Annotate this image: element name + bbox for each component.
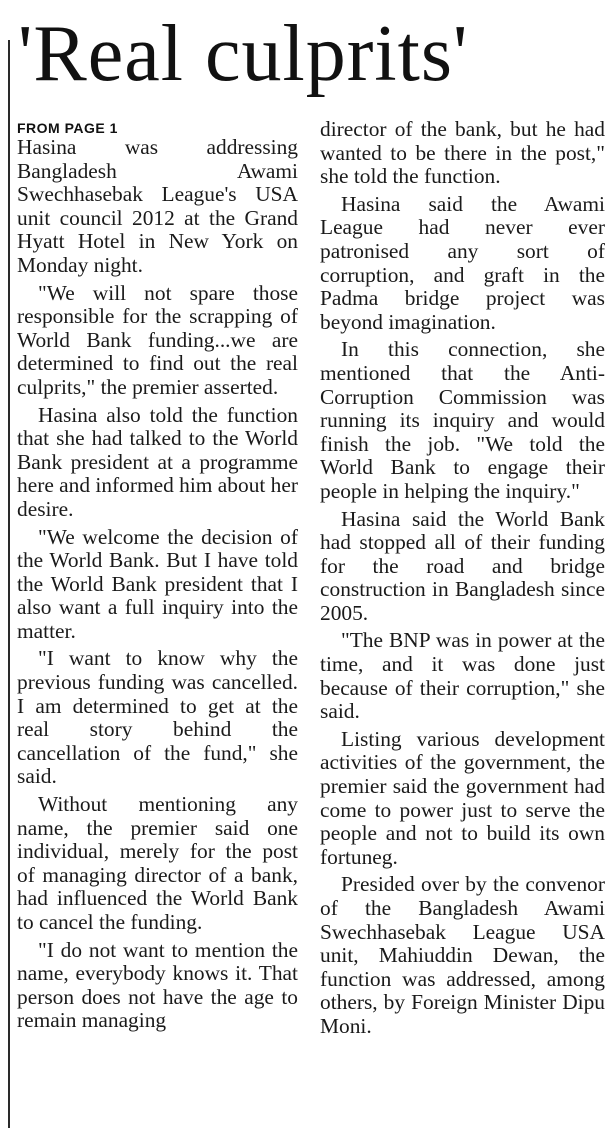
paragraph: In this connection, she mentioned that the Anti-Corruption Commission was running its inquiry and would finish the job. "We told the World Bank to engage their people in helping the inquiry." (320, 337, 605, 503)
paragraph: Without mentioning any name, the premier said one individual, merely for the post of managing director of a bank, had influenced the World Bank to cancel the funding. (17, 792, 298, 934)
paragraph: Hasina said the World Bank had stopped all of their funding for the road and bridge construction in Bangladesh since 2005. (320, 506, 605, 625)
paragraph: Hasina said the Awami League had never ever patronised any sort of corruption, and graft in the Padma bridge project was beyond imagination. (320, 191, 605, 334)
article-column-1 (17, 118, 298, 1033)
paragraph: director of the bank, but he had wanted to be there in the post," she told the function. (320, 117, 605, 189)
paragraph: "I want to know why the previous funding was cancelled. I am determined to get at the real story behind the cancellation of the fund," she said. (17, 646, 298, 789)
paragraph: "The BNP was in power at the time, and it was done just because of their corruption," she said. (320, 628, 605, 724)
paragraph: Presided over by the convenor of the Bangladesh Awami Swechhasebak League USA unit, Mahiuddin Dewan, the function was addressed, among others, by Foreign Minister Dipu Moni. (320, 872, 605, 1038)
paragraph: Hasina was addressing Bangladesh Awami Swechhasebak League's USA unit council 2012 at the Grand Hyatt Hotel in New York on Monday night. (17, 135, 298, 277)
paragraph: Hasina also told the function that she had talked to the World Bank president at a programme here and informed him about her desire. (17, 402, 298, 521)
kicker-label: FROM PAGE 1 (17, 120, 118, 136)
paragraph: "We will not spare those responsible for the scrapping of World Bank funding...we are determined to find out the real culprits," the premier asserted. (17, 280, 298, 399)
paragraph: Listing various development activities of the government, the premier said the government had come to power just to serve the people and not to build its own fortuneg. (320, 726, 605, 869)
headline: 'Real culprits' (18, 10, 469, 98)
paragraph: "We welcome the decision of the World Bank. But I have told the World Bank president that I also want a full inquiry into the matter. (17, 524, 298, 643)
column-rule (8, 40, 10, 1128)
article-column-2 (320, 118, 605, 1039)
paragraph: "I do not want to mention the name, everybody knows it. That person does not have the age to remain managing (17, 937, 298, 1033)
